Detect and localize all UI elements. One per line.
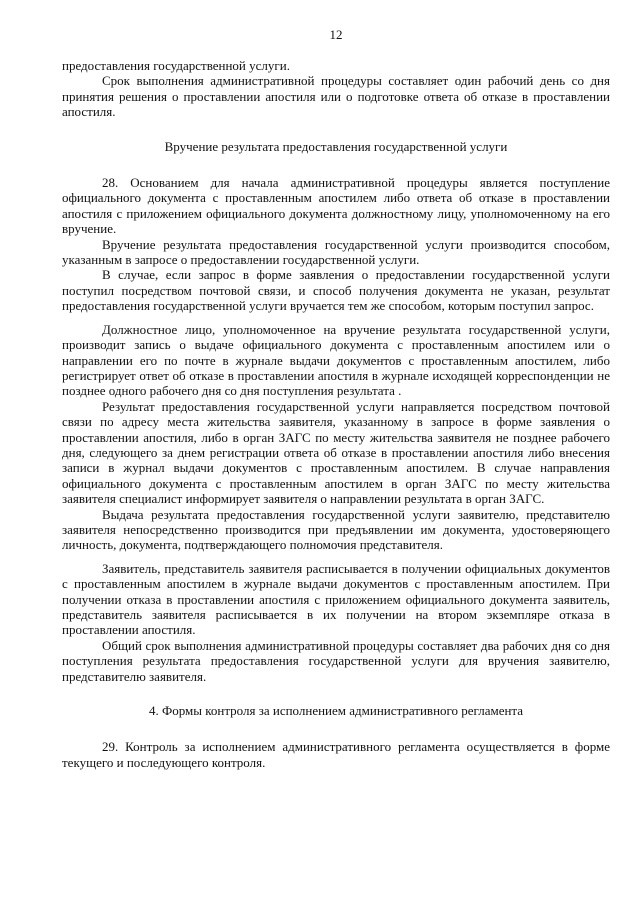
page-number: 12 <box>329 27 343 42</box>
section-heading-control: 4. Формы контроля за исполнением административного регламента <box>148 703 524 719</box>
paragraph-item-29: 29. Контроль за исполнением административного регламента осуществляется в форме текущего и последующего контроля. <box>62 739 610 770</box>
paragraph-total-duration: Общий срок выполнения административной процедуры составляет два рабочих дня со дня поступления результата предоставления государственной услуги для вручения заявителю, представителю заявителя. <box>62 637 610 684</box>
section-heading-delivery: Вручение результата предоставления государственной услуги <box>164 138 508 154</box>
paragraph-postal-request: В случае, если запрос в форме заявления о предоставлении государственной услуги поступил посредством почтовой связи, и способ получения документа не указан, результат предоставления государственной услуги вручается тем же способом, которым поступил запрос. <box>62 267 610 314</box>
paragraph-procedure-duration: Срок выполнения административной процедуры составляет один рабочий день со дня принятия решения о проставлении апостиля или о подготовке ответа об отказе в проставлении апостиля. <box>62 73 610 120</box>
paragraph-signature: Заявитель, представитель заявителя расписывается в получении официальных документов с проставленным апостилем в журнале выдачи документов с проставленным апостилем. При получении отказа в проставлении апостиля с приложением официального документа заявитель, представитель заявителя расписывается в их получении на втором экземпляре отказа в проставлении апостиля. <box>62 560 610 638</box>
paragraph-item-28: 28. Основанием для начала административной процедуры является поступление официального документа с проставленным апостилем либо ответа об отказе в проставлении апостиля с приложением официального документа должностному лицу, уполномоченному на его вручение. <box>62 175 610 237</box>
paragraph-official-record: Должностное лицо, уполномоченное на вручение результата государственной услуги, производит запись о выдаче официального документа с проставленным апостилем или о направлении его по почте в журнале выдачи документов с проставленным апостилем, либо регистрирует ответ об отказе в проставлении апостиля в журнале исходящей корреспонденции не позднее одного рабочего дня со дня поступления результата . <box>62 321 610 399</box>
paragraph-continuation: предоставления государственной услуги. <box>62 58 290 73</box>
paragraph-delivery-method: Вручение результата предоставления государственной услуги производится способом, указанным в запросе о предоставлении государственной услуги. <box>62 236 610 268</box>
paragraph-issuance: Выдача результата предоставления государственной услуги заявителю, представителю заявителя непосредственно производится при предъявлении им документа, удостоверяющего личность, документа, подтверждающего полномочия представителя. <box>62 506 610 553</box>
paragraph-postal-delivery: Результат предоставления государственной услуги направляется посредством почтовой связи по адресу места жительства заявителя, указанному в запросе в форме заявления о проставлении апостиля, либо в орган ЗАГС по месту жительства заявителя не позднее рабочего дня, следующего за днем регистрации ответа об отказе в проставлении апостиля либо внесения записи в журнал выдачи документов с проставленным апостилем. В случае направления официального документа с проставленным апостилем в орган ЗАГС по месту жительства заявителя специалист информирует заявителя о направлении результата в орган ЗАГС. <box>62 398 610 507</box>
